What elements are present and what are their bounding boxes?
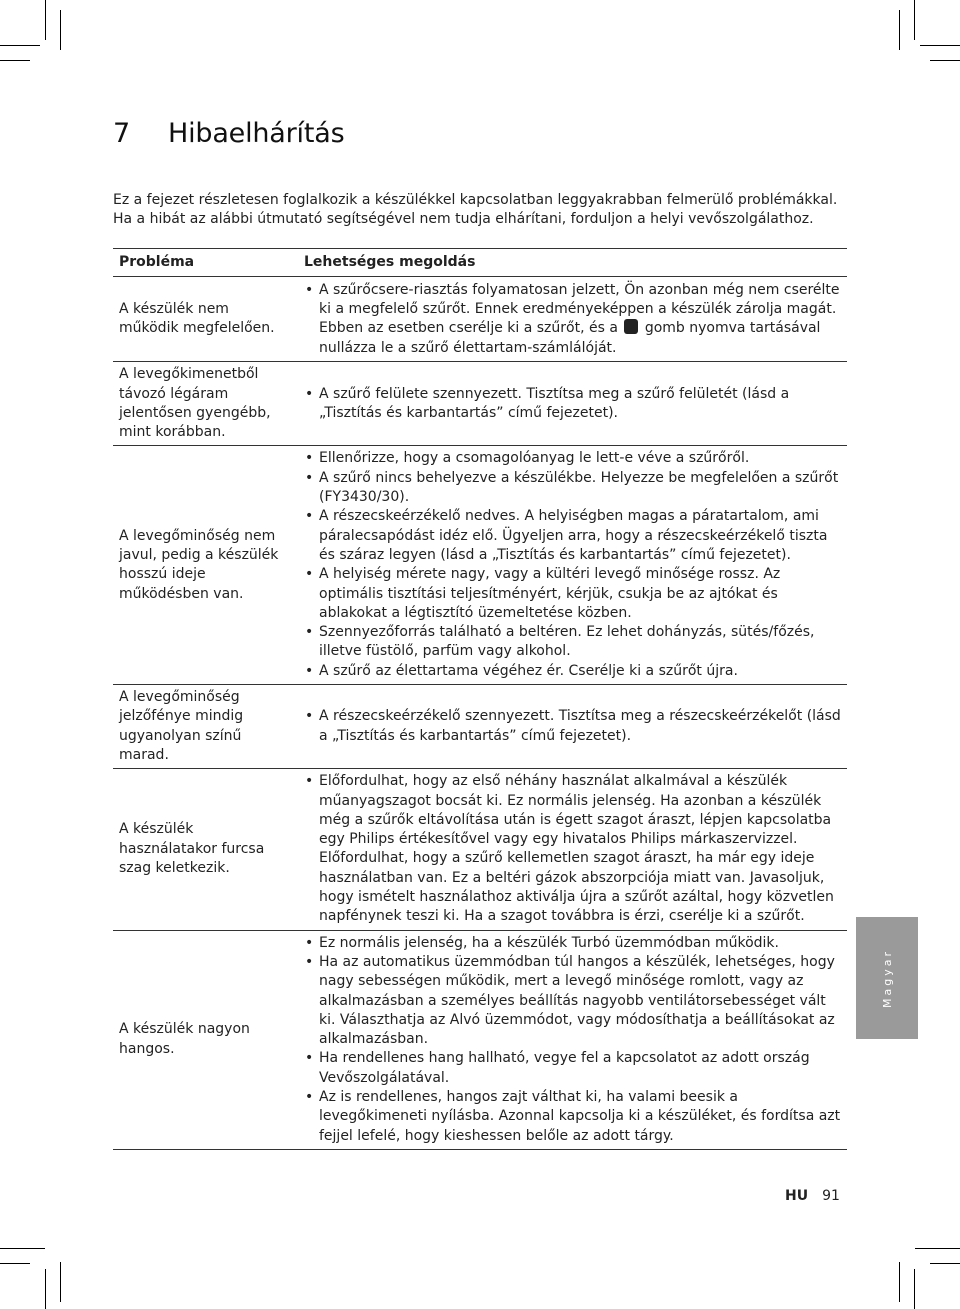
solution-item: • A szűrő az élettartama végéhez ér. Cserélje ki a szűrőt újra. bbox=[304, 662, 841, 681]
language-side-tab bbox=[856, 917, 918, 1039]
solution-cell bbox=[298, 362, 847, 446]
header-solution: Lehetséges megoldás bbox=[298, 249, 847, 277]
crop-mark bbox=[0, 45, 40, 46]
crop-mark bbox=[930, 60, 960, 61]
troubleshooting-table bbox=[113, 248, 847, 1150]
crop-mark bbox=[914, 0, 915, 40]
chapter-number: 7 bbox=[113, 118, 130, 149]
crop-mark bbox=[60, 1262, 61, 1302]
crop-mark bbox=[899, 10, 900, 50]
filter-reset-icon bbox=[624, 319, 638, 334]
solution-item: • Ez normális jelenség, ha a készülék Turbó üzemmódban működik. bbox=[304, 934, 841, 953]
table-row bbox=[113, 685, 847, 769]
page-footer bbox=[785, 1188, 840, 1204]
chapter-heading bbox=[113, 118, 344, 149]
solution-item: • Előfordulhat, hogy az első néhány használat alkalmával a készülék műanyagszagot bocsát ki. Ez normális jelenség. Ha azonban a készülék még a szűrők eltávolítása után is égett szagot áraszt, lépjen kapcsolatba egy Philips értékesítővel vagy egy hivatalos Philips márkaszervizzel. Előfordulhat, hogy a szűrő kellemetlen szagot áraszt, ha már egy ideje használatban van. Ez a beltéri gázok abszorpciója miatt van. Javasoljuk, hogy ismételt használathoz aktiválja újra a szűrőt azáltal, hogy közvetlen napfénynek teszi ki. Ha a szagot továbbra is érzi, cserélje ki a szűrőt. bbox=[304, 772, 841, 926]
solution-item: • A szűrőcsere-riasztás folyamatosan jelzett, Ön azonban még nem cserélte ki a megfelelő szűrőt. Ennek eredményeképpen a készülék zárolja magát. Ebben az esetben cserélje ki a szűrőt, és a gomb nyomva tartásával nullázza le a szűrő élettartam-számlálóját. bbox=[304, 281, 841, 358]
intro-paragraph: Ez a fejezet részletesen foglalkozik a készülékkel kapcsolatban leggyakrabban felmerülő problémákkal. Ha a hibát az alábbi útmutató segítségével nem tudja elhárítani, forduljon a helyi vevőszolgálathoz. bbox=[113, 192, 838, 227]
solution-cell bbox=[298, 685, 847, 769]
problem-cell: A levegőminőség jelzőfénye mindig ugyanolyan színű marad. bbox=[113, 685, 298, 769]
crop-mark bbox=[0, 60, 30, 61]
table-row bbox=[113, 930, 847, 1149]
solution-item: • A szűrő felülete szennyezett. Tisztítsa meg a szűrő felületét (lásd a „Tisztítás és karbantartás” című fejezetet). bbox=[304, 385, 841, 424]
solution-item: • A részecskeérzékelő szennyezett. Tisztítsa meg a részecskeérzékelőt (lásd a „Tisztítás és karbantartás” című fejezetet). bbox=[304, 707, 841, 746]
solution-cell bbox=[298, 930, 847, 1149]
crop-mark bbox=[0, 1248, 45, 1249]
crop-mark bbox=[920, 45, 960, 46]
solution-item: • Szennyezőforrás található a beltéren. Ez lehet dohányzás, sütés/főzés, illetve füstölő, parfüm vagy alkohol. bbox=[304, 623, 841, 662]
crop-mark bbox=[930, 1263, 960, 1264]
solution-item: • Az is rendellenes, hangos zajt válthat ki, ha valami beesik a levegőkimeneti nyílásba. Azonnal kapcsolja ki a készüléket, és fordítsa azt fejjel lefelé, hogy kieshessen belőle az adott tárgy. bbox=[304, 1088, 841, 1146]
footer-language: HU bbox=[785, 1188, 809, 1204]
solution-item: • Ha rendellenes hang hallható, vegye fel a kapcsolatot az adott ország Vevőszolgálatával. bbox=[304, 1049, 841, 1088]
solution-cell bbox=[298, 277, 847, 362]
crop-mark bbox=[45, 0, 46, 40]
solution-item: • Ha az automatikus üzemmódban túl hangos a készülék, lehetséges, hogy nagy sebességen működik, mert a levegő minősége romlott, vagy az alkalmazásban a személyes beállítás nagyobb ventilátorsebességet vált ki. Választhatja az Alvó üzemmódot, vagy módosíthatja a beállításokat az alkalmazásban. bbox=[304, 953, 841, 1049]
table-header-row bbox=[113, 249, 847, 277]
crop-mark bbox=[915, 1248, 960, 1249]
solution-item: • A helyiség mérete nagy, vagy a kültéri levegő minősége rossz. Az optimális tisztítási teljesítményért, kérjük, csukja be az ajtókat és ablakokat a légtisztító üzemeltetése közben. bbox=[304, 565, 841, 623]
table-row bbox=[113, 446, 847, 685]
chapter-title: Hibaelhárítás bbox=[167, 118, 345, 149]
problem-cell: A levegőkimenetből távozó légáram jelentősen gyengébb, mint korábban. bbox=[113, 362, 298, 446]
table-row bbox=[113, 277, 847, 362]
solution-item: • A részecskeérzékelő nedves. A helyiségben magas a páratartalom, ami páralecsapódást idéz elő. Ügyeljen arra, hogy a részecskeérzékelő tiszta és száraz legyen (lásd a „Tisztítás és karbantartás” című fejezetet). bbox=[304, 507, 841, 565]
solution-item: • Ellenőrizze, hogy a csomagolóanyag le lett-e véve a szűrőről. bbox=[304, 449, 841, 468]
problem-cell: A készülék használatakor furcsa szag keletkezik. bbox=[113, 769, 298, 930]
page-number: 91 bbox=[822, 1188, 840, 1204]
problem-cell: A levegőminőség nem javul, pedig a készülék hosszú ideje működésben van. bbox=[113, 446, 298, 685]
crop-mark bbox=[45, 1269, 46, 1309]
header-problem: Probléma bbox=[113, 249, 298, 277]
crop-mark bbox=[899, 1262, 900, 1302]
table-row bbox=[113, 769, 847, 930]
crop-mark bbox=[914, 1269, 915, 1309]
problem-cell: A készülék nem működik megfelelően. bbox=[113, 277, 298, 362]
solution-cell bbox=[298, 769, 847, 930]
solution-item: • A szűrő nincs behelyezve a készülékbe. Helyezze be megfelelően a szűrőt (FY3430/30). bbox=[304, 469, 841, 508]
crop-mark bbox=[0, 1263, 30, 1264]
solution-cell bbox=[298, 446, 847, 685]
side-tab-label: Magyar bbox=[880, 948, 894, 1008]
crop-mark bbox=[60, 10, 61, 50]
problem-cell: A készülék nagyon hangos. bbox=[113, 930, 298, 1149]
table-row bbox=[113, 362, 847, 446]
